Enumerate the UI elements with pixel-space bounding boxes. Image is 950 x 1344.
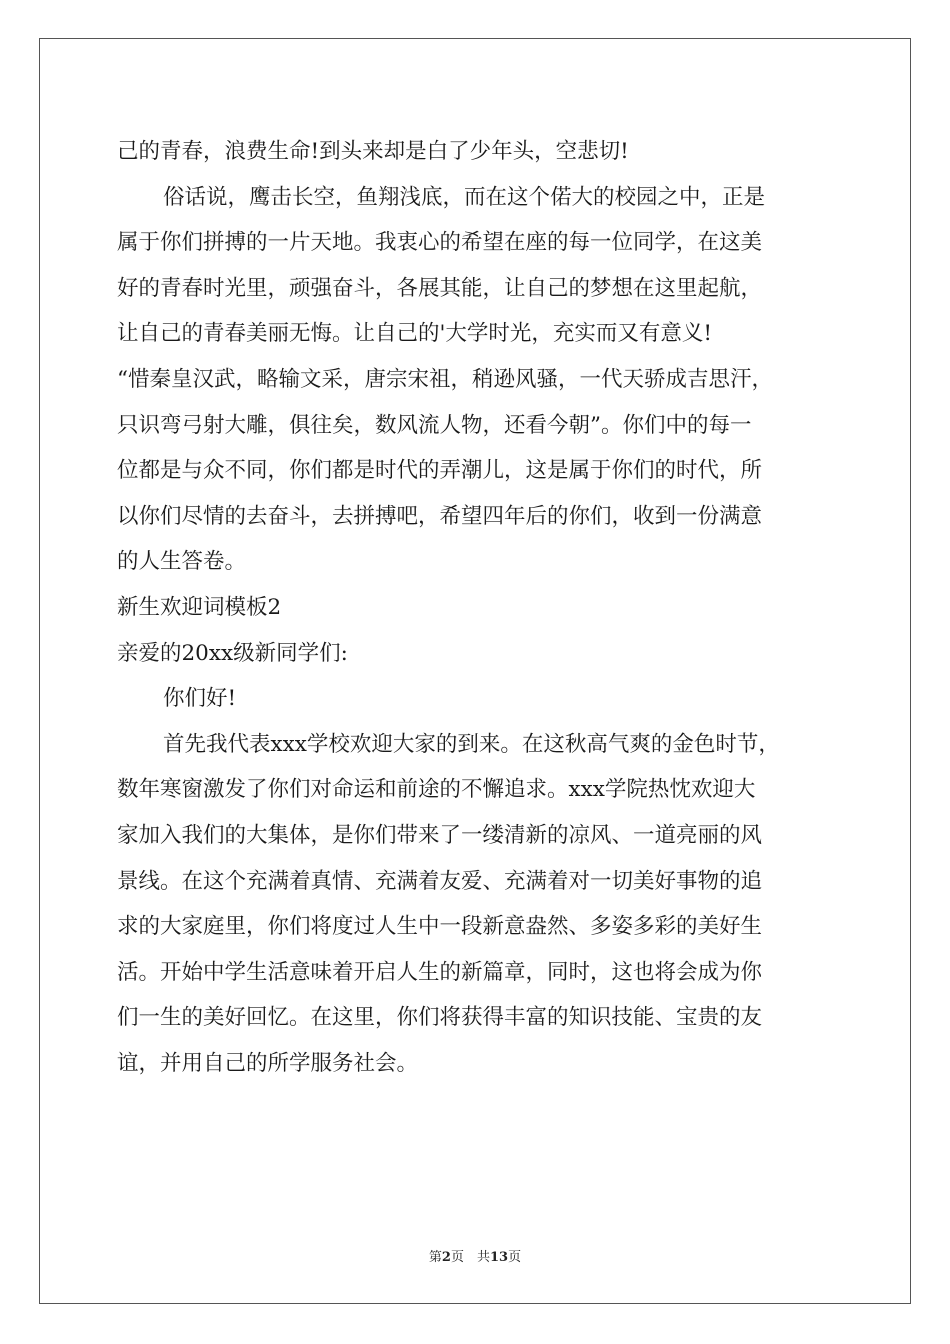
text-line: 们一生的美好回忆。在这里，你们将获得丰富的知识技能、宝贵的友 <box>117 1005 763 1031</box>
page-prefix: 第 <box>428 1250 442 1265</box>
page-mid: 页 共 <box>450 1250 490 1265</box>
text-line: 俗话说，鹰击长空，鱼翔浅底，而在这个偌大的校园之中，正是 <box>163 184 766 210</box>
document-body <box>117 129 837 1086</box>
text-line: 首先我代表xxx学校欢迎大家的到来。在这秋高气爽的金色时节， <box>163 731 780 757</box>
page-total: 13 <box>489 1250 509 1265</box>
text-line: 己的青春，浪费生命!到头来却是白了少年头，空悲切! <box>117 139 629 164</box>
text-line: 谊，并用自己的所学服务社会。 <box>117 1050 419 1076</box>
salutation: 亲爱的20xx级新同学们: <box>117 640 348 666</box>
text-line: 家加入我们的大集体，是你们带来了一缕清新的凉风、一道亮丽的风 <box>117 822 763 848</box>
text-line: 的人生答卷。 <box>117 549 247 575</box>
page-current: 2 <box>441 1250 451 1265</box>
text-line: 只识弯弓射大雕，俱往矣，数风流人物，还看今朝”。你们中的每一 <box>117 412 752 438</box>
text-line: 好的青春时光里，顽强奋斗，各展其能，让自己的梦想在这里起航， <box>117 275 763 301</box>
section-heading: 新生欢迎词模板2 <box>117 594 282 620</box>
text-line: 以你们尽情的去奋斗，去拼搏吧，希望四年后的你们，收到一份满意 <box>117 503 763 529</box>
text-line: 活。开始中学生活意味着开启人生的新篇章，同时，这也将会成为你 <box>117 959 763 985</box>
text-line: 数年寒窗激发了你们对命运和前途的不懈追求。xxx学院热忱欢迎大 <box>117 777 756 803</box>
page-suffix: 页 <box>508 1250 522 1265</box>
page-footer <box>0 1246 950 1265</box>
text-line: 景线。在这个充满着真情、充满着友爱、充满着对一切美好事物的追 <box>117 868 763 894</box>
text-line: “惜秦皇汉武，略输文采，唐宗宋祖，稍逊风骚，一代天骄成吉思汗， <box>117 366 773 392</box>
text-line: 属于你们拼搏的一片天地。我衷心的希望在座的每一位同学，在这美 <box>117 230 763 256</box>
text-line: 位都是与众不同，你们都是时代的弄潮儿，这是属于你们的时代，所 <box>117 458 763 484</box>
text-line: 求的大家庭里，你们将度过人生中一段新意盎然、多姿多彩的美好生 <box>117 914 763 940</box>
text-line: 让自己的青春美丽无悔。让自己的'大学时光，充实而又有意义! <box>117 321 713 347</box>
greeting: 你们好! <box>163 686 237 712</box>
